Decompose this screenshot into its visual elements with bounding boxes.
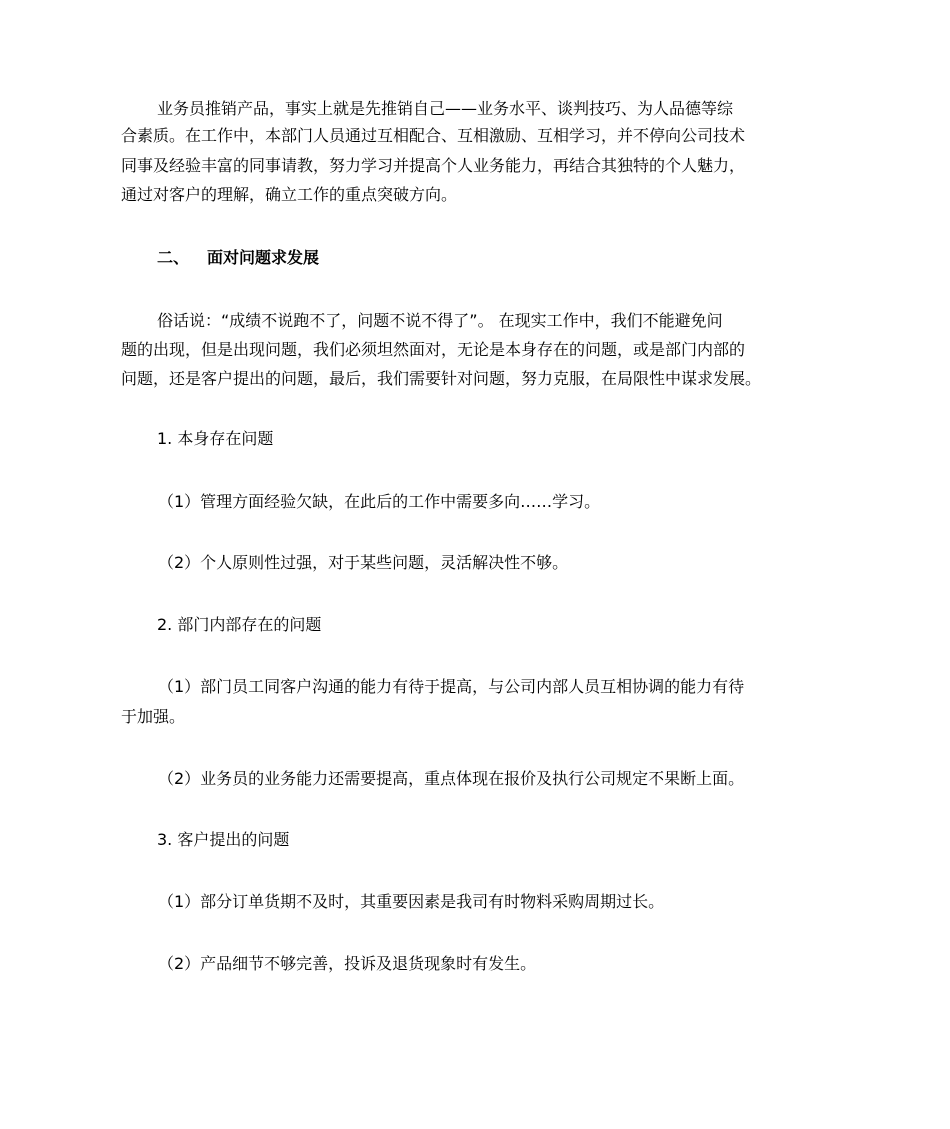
section-3-title: 3. 客户提出的问题	[157, 830, 290, 849]
section-1-item-1: （1）管理方面经验欠缺，在此后的工作中需要多向……学习。	[158, 492, 601, 511]
section-2-title: 2. 部门内部存在的问题	[157, 615, 322, 634]
section-3-item-2: （2）产品细节不够完善，投诉及退货现象时有发生。	[158, 954, 537, 973]
section-3-item-1: （1）部分订单货期不及时，其重要因素是我司有时物料采购周期过长。	[158, 892, 665, 911]
paragraph-1-line-1: 业务员推销产品，事实上就是先推销自己——业务水平、谈判技巧、为人品德等综	[157, 99, 734, 118]
paragraph-2-line-2: 题的出现，但是出现问题，我们必须坦然面对，无论是本身存在的问题，或是部门内部的	[121, 340, 746, 359]
section-2-item-2: （2）业务员的业务能力还需要提高，重点体现在报价及执行公司规定不果断上面。	[158, 769, 745, 788]
paragraph-1-line-4: 通过对客户的理解，确立工作的重点突破方向。	[121, 185, 458, 204]
paragraph-2-line-1: 俗话说：“成绩不说跑不了，问题不说不得了”。 在现实工作中，我们不能避免问	[157, 311, 723, 330]
paragraph-2-line-3: 问题，还是客户提出的问题，最后，我们需要针对问题，努力克服，在局限性中谋求发展。	[121, 369, 762, 388]
paragraph-1-line-3: 同事及经验丰富的同事请教，努力学习并提高个人业务能力，再结合其独特的个人魅力，	[121, 156, 746, 175]
section-1-item-2: （2）个人原则性过强，对于某些问题，灵活解决性不够。	[158, 553, 569, 572]
heading-2-number: 二、	[157, 248, 190, 267]
section-2-item-1-line-2: 于加强。	[121, 707, 186, 726]
heading-2-title: 面对问题求发展	[207, 248, 320, 267]
paragraph-1-line-2: 合素质。在工作中，本部门人员通过互相配合、互相激励、互相学习，并不停向公司技术	[121, 126, 746, 145]
section-1-title: 1. 本身存在问题	[157, 429, 274, 448]
section-2-item-1-line-1: （1）部门员工同客户沟通的能力有待于提高，与公司内部人员互相协调的能力有待	[158, 677, 745, 696]
